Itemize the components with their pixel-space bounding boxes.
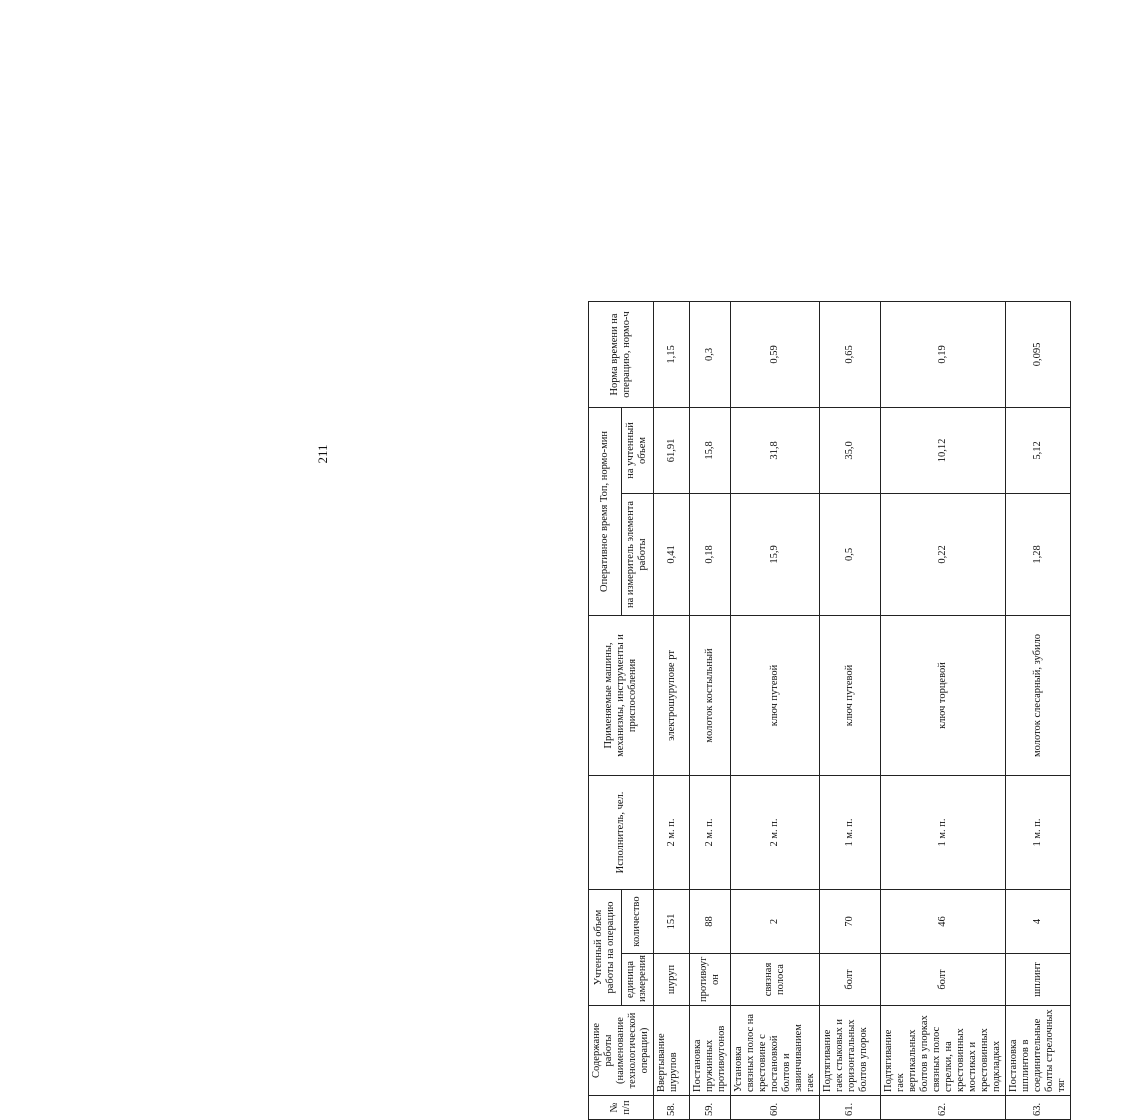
row-no: 63. xyxy=(1006,1096,1071,1120)
row-per-volume: 5,12 xyxy=(1006,407,1071,493)
row-executor: 2 м. п. xyxy=(690,775,731,889)
row-norm: 0,59 xyxy=(731,301,820,407)
row-per-element: 1,28 xyxy=(1006,493,1071,615)
header-tools: Применяемые машины, механизмы, инструменты и приспособления xyxy=(589,615,654,775)
row-tools: молоток слесарный, зубило xyxy=(1006,615,1071,775)
row-no: 59. xyxy=(690,1096,731,1120)
row-quantity: 4 xyxy=(1006,889,1071,953)
row-content: Ввертывание шурупов xyxy=(654,1006,690,1096)
row-executor: 1 м. п. xyxy=(1006,775,1071,889)
row-norm: 0,65 xyxy=(820,301,881,407)
row-content: Постановка шплинтов в соединительные болты стрелочных тяг xyxy=(1006,1006,1071,1096)
row-tools: ключ путевой xyxy=(731,615,820,775)
table-row xyxy=(690,301,731,1119)
row-executor: 1 м. п. xyxy=(820,775,881,889)
row-unit: связная полоса xyxy=(731,954,820,1006)
row-unit: шплинт xyxy=(1006,954,1071,1006)
row-per-volume: 31,8 xyxy=(731,407,820,493)
header-volume-group: Учтенный объем работы на операцию xyxy=(589,889,622,1005)
table-row xyxy=(881,301,1006,1119)
row-per-volume: 10,12 xyxy=(881,407,1006,493)
header-unit: единица измерения xyxy=(621,954,654,1006)
header-content: Содержание работы (наименование технологической операции) xyxy=(589,1006,654,1096)
table-row xyxy=(654,301,690,1119)
row-per-volume: 15,8 xyxy=(690,407,731,493)
table-row xyxy=(820,301,881,1119)
table-row xyxy=(731,301,820,1119)
row-quantity: 2 xyxy=(731,889,820,953)
norms-table xyxy=(588,301,1071,1120)
row-no: 61. xyxy=(820,1096,881,1120)
row-unit: болт xyxy=(881,954,1006,1006)
row-per-element: 15,9 xyxy=(731,493,820,615)
row-content: Подтягивание гаек стыковых и горизонтальных болтов упорок xyxy=(820,1006,881,1096)
row-no: 62. xyxy=(881,1096,1006,1120)
page-number: 211 xyxy=(315,444,330,464)
row-per-element: 0,41 xyxy=(654,493,690,615)
row-quantity: 46 xyxy=(881,889,1006,953)
row-tools: ключ торцевой xyxy=(881,615,1006,775)
row-executor: 2 м. п. xyxy=(654,775,690,889)
row-unit: болт xyxy=(820,954,881,1006)
row-norm: 0,095 xyxy=(1006,301,1071,407)
header-no: № п/п xyxy=(589,1096,654,1120)
header-optime-group: Оперативное время Топ, нормо-мин xyxy=(589,407,622,615)
header-norm: Норма времени на операцию, нормо-ч xyxy=(589,301,654,407)
header-per-element: на измеритель элемента работы xyxy=(621,493,654,615)
row-per-element: 0,18 xyxy=(690,493,731,615)
row-tools: электрошурупове рт xyxy=(654,615,690,775)
row-unit: шуруп xyxy=(654,954,690,1006)
row-norm: 0,3 xyxy=(690,301,731,407)
row-quantity: 151 xyxy=(654,889,690,953)
row-no: 60. xyxy=(731,1096,820,1120)
rotated-page xyxy=(588,302,1128,1120)
row-per-volume: 61,91 xyxy=(654,407,690,493)
row-unit: противоуг он xyxy=(690,954,731,1006)
row-tools: молоток костыльный xyxy=(690,615,731,775)
row-executor: 2 м. п. xyxy=(731,775,820,889)
row-content: Установка связных полос на крестовине с постановкой болтов и завинчиванием гаек xyxy=(731,1006,820,1096)
header-quantity: количество xyxy=(621,889,654,953)
row-per-element: 0,5 xyxy=(820,493,881,615)
row-no: 58. xyxy=(654,1096,690,1120)
row-quantity: 70 xyxy=(820,889,881,953)
row-executor: 1 м. п. xyxy=(881,775,1006,889)
row-norm: 0,19 xyxy=(881,301,1006,407)
row-quantity: 88 xyxy=(690,889,731,953)
row-tools: ключ путевой xyxy=(820,615,881,775)
row-content: Подтягивание гаек вертикальных болтов в упорках связных полос стрелки, на крестовинных мостиках и крестовинных подкладках xyxy=(881,1006,1006,1096)
table-row xyxy=(1006,301,1071,1119)
row-per-element: 0,22 xyxy=(881,493,1006,615)
row-content: Постановка пружинных противоугонов xyxy=(690,1006,731,1096)
header-executor: Исполнитель, чел. xyxy=(589,775,654,889)
row-per-volume: 35,0 xyxy=(820,407,881,493)
row-norm: 1,15 xyxy=(654,301,690,407)
header-per-volume: на учтенный объем xyxy=(621,407,654,493)
